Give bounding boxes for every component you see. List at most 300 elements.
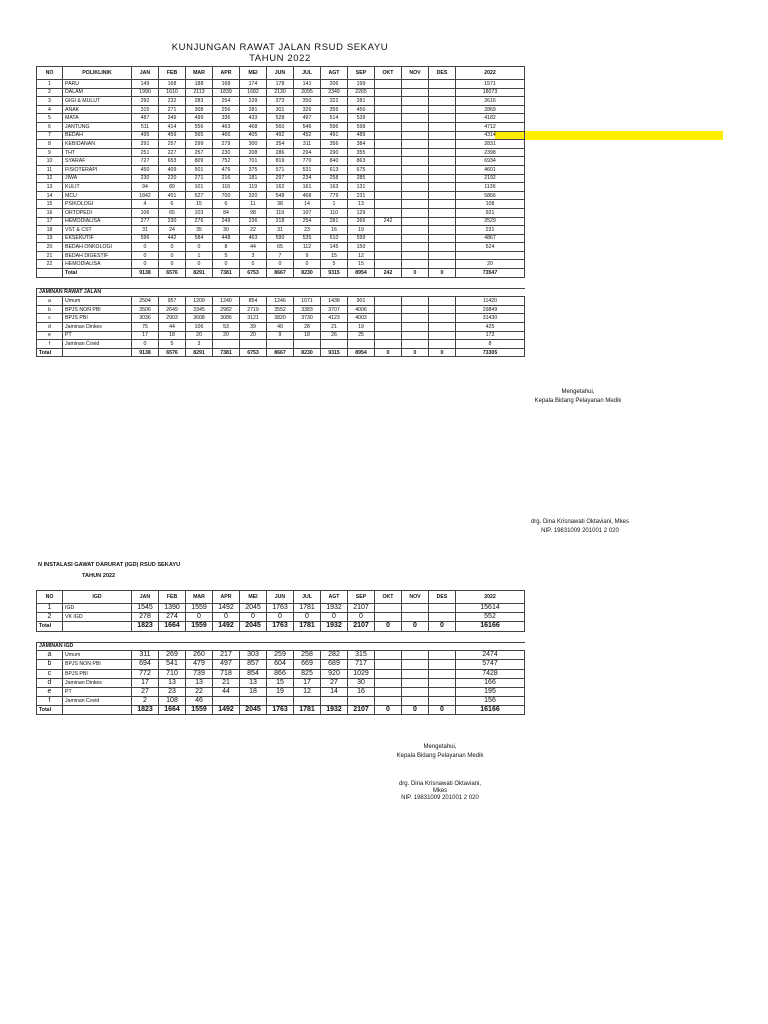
table-cell: 2349 <box>321 88 348 97</box>
table-cell: 25 <box>348 331 375 340</box>
table-cell: 0 <box>321 613 348 622</box>
table-cell: 546 <box>294 122 321 131</box>
row-label: MATA <box>63 114 132 123</box>
table-cell <box>402 678 429 687</box>
table-cell: 866 <box>267 669 294 678</box>
table-cell: 0 <box>429 622 456 631</box>
column-header: FEB <box>159 67 186 80</box>
table-cell <box>402 165 429 174</box>
table-cell <box>402 243 429 252</box>
table-cell: 297 <box>267 174 294 183</box>
table-cell: 4601 <box>456 165 525 174</box>
table-row <box>37 314 525 323</box>
table-cell: 29849 <box>456 305 525 314</box>
table-cell: 1559 <box>186 604 213 613</box>
table-cell <box>375 305 402 314</box>
table-cell <box>429 331 456 340</box>
table-cell <box>402 157 429 166</box>
table-cell: 18073 <box>456 88 525 97</box>
table-cell: 107 <box>294 208 321 217</box>
table-cell: 19 <box>267 687 294 696</box>
table-cell: 168 <box>213 80 240 89</box>
table-cell: 260 <box>186 651 213 660</box>
table-cell: 303 <box>240 651 267 660</box>
table-cell: 254 <box>213 97 240 106</box>
row-number: 17 <box>37 217 63 226</box>
table-cell: 0 <box>402 269 429 278</box>
table-cell: 242 <box>375 217 402 226</box>
table-cell: 355 <box>321 105 348 114</box>
table-cell <box>375 140 402 149</box>
table-cell: 12 <box>348 251 375 260</box>
table-cell <box>375 314 402 323</box>
row-label: Jaminan Dinkes <box>63 678 132 687</box>
column-header: NOV <box>402 67 429 80</box>
table-cell: 84 <box>213 208 240 217</box>
table-row <box>37 251 525 260</box>
total-row <box>37 706 525 715</box>
table-cell: 1209 <box>186 297 213 306</box>
table-cell: 19 <box>348 323 375 332</box>
table-cell: 466 <box>213 131 240 140</box>
table-cell <box>402 174 429 183</box>
row-label: BPJS PBI <box>63 314 132 323</box>
table-cell: 701 <box>240 157 267 166</box>
table-cell: 8667 <box>267 269 294 278</box>
table-cell <box>375 604 402 613</box>
table-row <box>37 200 525 209</box>
table-cell: 254 <box>294 217 321 226</box>
table-cell: 0 <box>402 706 429 715</box>
table-cell: 5866 <box>456 191 525 200</box>
table-cell: 18 <box>294 331 321 340</box>
row-number: 12 <box>37 174 63 183</box>
table-cell <box>375 97 402 106</box>
table-cell: 108 <box>456 200 525 209</box>
table-cell <box>429 140 456 149</box>
row-number: a <box>37 651 63 660</box>
row-number: e <box>37 331 63 340</box>
table-cell: 20 <box>456 260 525 269</box>
table-cell <box>402 604 429 613</box>
table-cell <box>429 191 456 200</box>
column-header: SEP <box>348 67 375 80</box>
row-label: JIWA <box>63 174 132 183</box>
row-number: e <box>37 687 63 696</box>
table-cell: 315 <box>348 651 375 660</box>
total-row <box>37 269 525 278</box>
table-row <box>37 80 525 89</box>
table-cell: 0 <box>159 251 186 260</box>
table-cell <box>375 260 402 269</box>
table-cell <box>402 148 429 157</box>
table-cell: 22 <box>186 687 213 696</box>
table-cell: 65 <box>159 208 186 217</box>
table-cell: 535 <box>294 234 321 243</box>
table-cell: 110 <box>321 208 348 217</box>
table-cell: 75 <box>132 323 159 332</box>
row-number: 7 <box>37 131 63 140</box>
table-cell: 27 <box>321 678 348 687</box>
row-number: 2 <box>37 613 63 622</box>
table-cell: 3506 <box>132 305 159 314</box>
table-cell <box>402 140 429 149</box>
table-cell: 217 <box>213 651 240 660</box>
table-cell <box>402 217 429 226</box>
table-cell: 590 <box>267 234 294 243</box>
table-cell: 2095 <box>294 88 321 97</box>
column-header: NO <box>37 591 63 604</box>
table-cell: 3345 <box>186 305 213 314</box>
column-header: JAN <box>132 591 159 604</box>
table-cell <box>348 697 375 706</box>
table-cell: 271 <box>186 174 213 183</box>
table-cell: 2719 <box>240 305 267 314</box>
table-cell: 718 <box>213 669 240 678</box>
table-cell: 2045 <box>240 604 267 613</box>
table-cell: 150 <box>348 243 375 252</box>
table-cell: 119 <box>267 208 294 217</box>
table-row <box>37 157 525 166</box>
table-cell: 7381 <box>213 269 240 278</box>
table-row <box>37 191 525 200</box>
column-header: OKT <box>375 591 402 604</box>
row-number: 6 <box>37 122 63 131</box>
table-cell: 1492 <box>213 622 240 631</box>
table-cell <box>402 122 429 131</box>
table-cell: 1610 <box>159 88 186 97</box>
table-cell <box>429 251 456 260</box>
row-label <box>63 622 132 631</box>
table-cell: 119 <box>240 183 267 192</box>
table-cell: 604 <box>267 660 294 669</box>
table-cell: 6934 <box>456 157 525 166</box>
table-cell: 251 <box>132 148 159 157</box>
igd-title: N INSTALASI GAWAT DARURAT (IGD) RSUD SEKAYU <box>38 562 181 568</box>
table-cell: 65 <box>267 243 294 252</box>
table-cell: 21 <box>213 678 240 687</box>
table-cell: 675 <box>348 165 375 174</box>
table-cell: 0 <box>429 706 456 715</box>
table-cell: 809 <box>186 157 213 166</box>
table-cell <box>429 97 456 106</box>
row-label: GIGI & MULUT <box>63 97 132 106</box>
table-cell: 1664 <box>159 622 186 631</box>
table-cell: 584 <box>186 234 213 243</box>
table-cell: 195 <box>456 687 525 696</box>
table-cell: 35 <box>186 226 213 235</box>
column-header: JUN <box>267 591 294 604</box>
table-cell: 311 <box>294 140 321 149</box>
column-header: POLIKLINIK <box>63 67 132 80</box>
table-cell: 20 <box>186 331 213 340</box>
row-number: 4 <box>37 105 63 114</box>
table-cell: 229 <box>240 97 267 106</box>
table-cell: 9315 <box>321 269 348 278</box>
table-cell: 1763 <box>267 706 294 715</box>
table-cell: 8 <box>213 243 240 252</box>
table-cell: 2616 <box>456 97 525 106</box>
table-cell: 9 <box>267 331 294 340</box>
sign1-position: Kepala Bidang Pelayanan Medik <box>534 398 622 404</box>
table-cell <box>402 331 429 340</box>
rawat-jalan-table <box>36 66 525 357</box>
table-cell: 17 <box>294 678 321 687</box>
table-cell <box>429 651 456 660</box>
table-cell: 9138 <box>132 269 159 278</box>
table-cell: 0 <box>186 243 213 252</box>
table-cell: 13 <box>159 678 186 687</box>
highlight-bar <box>495 131 723 140</box>
table-cell <box>294 340 321 349</box>
table-cell: 73547 <box>456 269 525 278</box>
row-label: Jaminan Dinkes <box>63 323 132 332</box>
table-cell: 501 <box>186 165 213 174</box>
row-number: b <box>37 305 63 314</box>
table-cell: 231 <box>348 191 375 200</box>
table-cell: 548 <box>267 191 294 200</box>
table-cell: 0 <box>159 260 186 269</box>
table-cell: 717 <box>348 660 375 669</box>
column-header: MAR <box>186 67 213 80</box>
table-cell: 4712 <box>456 122 525 131</box>
table-cell: 16 <box>321 226 348 235</box>
table-row <box>37 217 525 226</box>
table-cell: 0 <box>294 260 321 269</box>
table-cell: 5 <box>321 260 348 269</box>
table-cell <box>402 191 429 200</box>
row-number: d <box>37 678 63 687</box>
table-cell: 1071 <box>294 297 321 306</box>
table-cell <box>375 613 402 622</box>
row-label: BEDAH DIGESTIF <box>63 251 132 260</box>
table-cell: 218 <box>267 217 294 226</box>
row-number: 1 <box>37 604 63 613</box>
column-header: APR <box>213 591 240 604</box>
table-cell: 141 <box>294 80 321 89</box>
table-cell: 8954 <box>348 269 375 278</box>
table-cell: 19 <box>348 226 375 235</box>
row-number: 18 <box>37 226 63 235</box>
table-cell: 227 <box>159 148 186 157</box>
table-cell: 8667 <box>267 348 294 357</box>
sign1-nip: NIP. 19831009 201001 2 020 <box>541 528 619 534</box>
table-cell <box>429 697 456 706</box>
table-cell <box>402 97 429 106</box>
table-cell: 1246 <box>267 297 294 306</box>
table-row <box>37 604 525 613</box>
row-number: d <box>37 323 63 332</box>
table-cell: 162 <box>267 183 294 192</box>
table-cell <box>375 297 402 306</box>
table-cell: 236 <box>240 217 267 226</box>
table-cell: 2113 <box>186 88 213 97</box>
table-cell: 174 <box>240 80 267 89</box>
table-cell: 596 <box>132 234 159 243</box>
table-cell: 384 <box>348 140 375 149</box>
table-cell <box>402 340 429 349</box>
table-row <box>37 340 525 349</box>
table-cell <box>375 183 402 192</box>
column-header: DES <box>429 67 456 80</box>
table-row <box>37 114 525 123</box>
table-cell <box>375 678 402 687</box>
table-cell: 5 <box>213 251 240 260</box>
table-cell: 299 <box>186 140 213 149</box>
table-cell: 571 <box>267 165 294 174</box>
table-cell <box>375 200 402 209</box>
table-cell: 230 <box>132 174 159 183</box>
table-cell: 863 <box>348 157 375 166</box>
table-cell: 3552 <box>267 305 294 314</box>
row-number: 5 <box>37 114 63 123</box>
row-number: 2 <box>37 88 63 97</box>
table-cell: 565 <box>186 131 213 140</box>
table-cell: 300 <box>240 140 267 149</box>
table-cell: 669 <box>294 660 321 669</box>
sign1-name: drg. Dina Krisnawati Oktaviani, Mkes <box>530 519 630 525</box>
table-cell <box>375 697 402 706</box>
column-header: MEI <box>240 591 267 604</box>
table-cell <box>429 226 456 235</box>
table-cell: 98 <box>240 208 267 217</box>
table-cell: 285 <box>348 174 375 183</box>
table-cell <box>402 88 429 97</box>
table-cell <box>402 651 429 660</box>
table-row <box>37 678 525 687</box>
row-label: BPJS PBI <box>63 669 132 678</box>
table-cell: 38 <box>267 200 294 209</box>
table-cell: 772 <box>132 669 159 678</box>
spacer-cell <box>37 631 525 642</box>
table-cell: 2398 <box>456 148 525 157</box>
table-cell: 3707 <box>321 305 348 314</box>
table-cell <box>375 148 402 157</box>
table-cell: 116 <box>213 183 240 192</box>
row-label: VST & CST <box>63 226 132 235</box>
table-cell: 349 <box>159 114 186 123</box>
table-cell: 4123 <box>321 314 348 323</box>
table-cell: 28 <box>294 323 321 332</box>
row-label: BPJS NON PBI <box>63 660 132 669</box>
row-number <box>37 269 63 278</box>
table-cell: 281 <box>240 105 267 114</box>
table-cell: 819 <box>267 157 294 166</box>
table-cell: 456 <box>348 105 375 114</box>
table-cell: 524 <box>456 243 525 252</box>
table-cell: 770 <box>294 157 321 166</box>
table-cell <box>402 260 429 269</box>
table-cell: 497 <box>213 660 240 669</box>
table-row <box>37 243 525 252</box>
table-spacer <box>37 631 525 642</box>
table-cell: 1492 <box>213 604 240 613</box>
table-cell <box>240 340 267 349</box>
table-cell: 0 <box>267 260 294 269</box>
table-cell <box>402 200 429 209</box>
table-cell: 375 <box>240 165 267 174</box>
table-cell <box>402 114 429 123</box>
table-cell: 8954 <box>348 348 375 357</box>
table-cell: 230 <box>213 148 240 157</box>
table-cell: 598 <box>348 122 375 131</box>
table-cell: 17 <box>132 331 159 340</box>
table-cell: 448 <box>213 234 240 243</box>
column-header: JAN <box>132 67 159 80</box>
row-number: Total <box>37 348 63 357</box>
table-cell: 257 <box>186 148 213 157</box>
table-cell: 6576 <box>159 269 186 278</box>
table-cell: 16 <box>348 687 375 696</box>
table-cell: 15 <box>267 678 294 687</box>
table-cell: 4314 <box>456 131 525 140</box>
table-cell: 44 <box>159 323 186 332</box>
table-cell: 541 <box>159 660 186 669</box>
table-cell: 2045 <box>240 622 267 631</box>
table-cell: 1682 <box>240 88 267 97</box>
rawat-jalan-title: KUNJUNGAN RAWAT JALAN RSUD SEKAYU <box>171 42 389 53</box>
table-cell: 599 <box>348 234 375 243</box>
row-number: 9 <box>37 148 63 157</box>
table-cell: 355 <box>348 148 375 157</box>
table-row <box>37 226 525 235</box>
row-label: FISIOTERAPI <box>63 165 132 174</box>
table-row <box>37 97 525 106</box>
table-cell: 1545 <box>132 604 159 613</box>
row-number: 3 <box>37 97 63 106</box>
section-title: JAMINAN IGD <box>37 642 132 651</box>
table-cell <box>402 234 429 243</box>
table-cell: 258 <box>321 174 348 183</box>
table-cell: 44 <box>240 243 267 252</box>
table-cell: 1559 <box>186 622 213 631</box>
table-cell: 149 <box>132 80 159 89</box>
table-row <box>37 697 525 706</box>
column-header: MEI <box>240 67 267 80</box>
table-cell: 281 <box>348 97 375 106</box>
row-label: PT <box>63 687 132 696</box>
row-number: 22 <box>37 260 63 269</box>
table-cell: 188 <box>186 80 213 89</box>
table-row <box>37 122 525 131</box>
table-cell <box>321 697 348 706</box>
sign2-title: Mkes <box>432 788 448 794</box>
table-cell <box>375 191 402 200</box>
column-header: AGT <box>321 67 348 80</box>
table-cell: 31430 <box>456 314 525 323</box>
section-filler <box>132 288 525 297</box>
table-row <box>37 305 525 314</box>
table-cell: 1781 <box>294 622 321 631</box>
table-cell: 1 <box>186 251 213 260</box>
table-cell <box>429 678 456 687</box>
row-number: 15 <box>37 200 63 209</box>
spacer-cell <box>37 277 525 288</box>
row-number: b <box>37 660 63 669</box>
table-cell: 40 <box>267 323 294 332</box>
table-cell: 106 <box>186 323 213 332</box>
table-cell: 301 <box>267 105 294 114</box>
table-cell <box>429 148 456 157</box>
table-cell: 7381 <box>213 348 240 357</box>
table-cell: 1990 <box>132 88 159 97</box>
table-cell: 452 <box>294 131 321 140</box>
column-header: OKT <box>375 67 402 80</box>
row-label: Total <box>63 269 132 278</box>
table-cell: 178 <box>267 80 294 89</box>
table-row <box>37 651 525 660</box>
table-cell <box>375 114 402 123</box>
